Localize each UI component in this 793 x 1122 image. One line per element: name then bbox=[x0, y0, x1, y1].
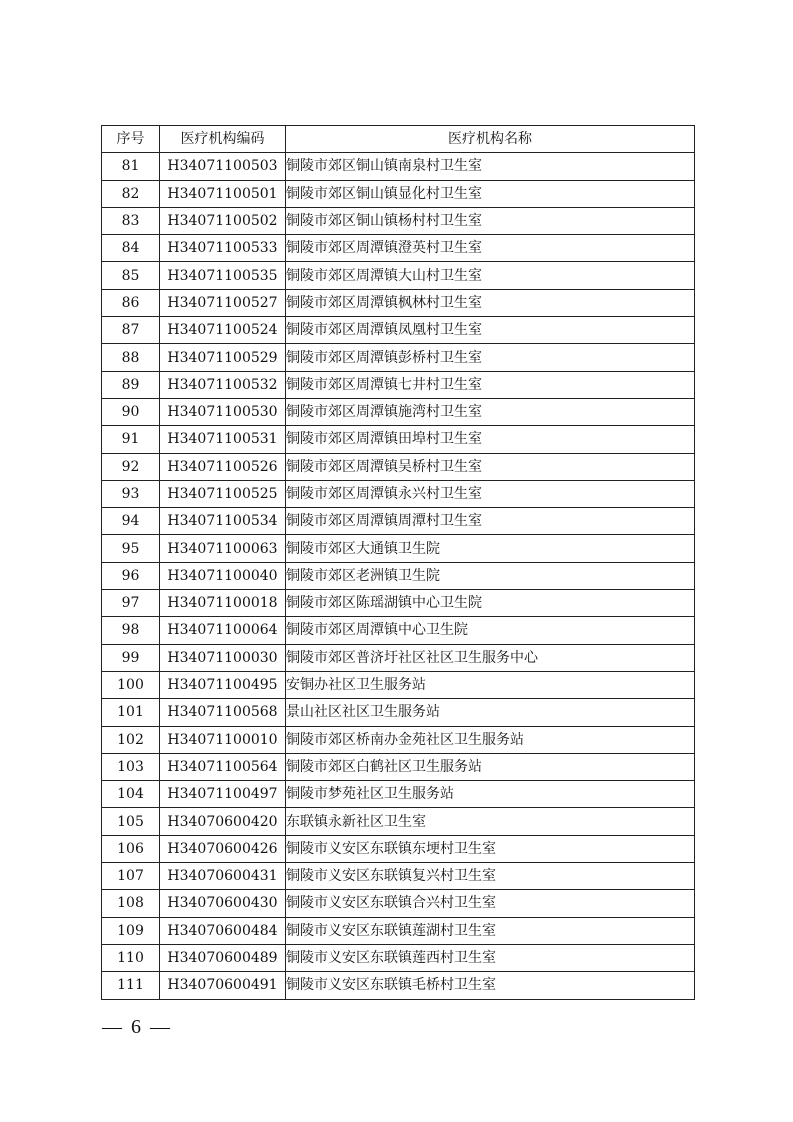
cell-seq: 111 bbox=[102, 972, 160, 999]
table-row bbox=[102, 644, 695, 671]
table-row bbox=[102, 863, 695, 890]
cell-seq: 86 bbox=[102, 289, 160, 316]
cell-code: H34071100531 bbox=[160, 426, 286, 453]
cell-name: 铜陵市郊区周潭镇吴桥村卫生室 bbox=[286, 453, 695, 480]
cell-name: 铜陵市郊区周潭镇大山村卫生室 bbox=[286, 262, 695, 289]
cell-code: H34071100497 bbox=[160, 781, 286, 808]
cell-seq: 89 bbox=[102, 371, 160, 398]
cell-code: H34071100503 bbox=[160, 153, 286, 180]
table-row bbox=[102, 398, 695, 425]
cell-name: 铜陵市义安区东联镇合兴村卫生室 bbox=[286, 890, 695, 917]
cell-code: H34070600431 bbox=[160, 863, 286, 890]
cell-seq: 96 bbox=[102, 562, 160, 589]
table-row bbox=[102, 917, 695, 944]
cell-code: H34071100534 bbox=[160, 508, 286, 535]
cell-seq: 95 bbox=[102, 535, 160, 562]
cell-name: 安铜办社区卫生服务站 bbox=[286, 671, 695, 698]
cell-seq: 103 bbox=[102, 753, 160, 780]
cell-name: 铜陵市郊区周潭镇澄英村卫生室 bbox=[286, 235, 695, 262]
cell-code: H34071100568 bbox=[160, 699, 286, 726]
cell-name: 铜陵市郊区周潭镇彭桥村卫生室 bbox=[286, 344, 695, 371]
cell-name: 铜陵市郊区陈瑶湖镇中心卫生院 bbox=[286, 590, 695, 617]
cell-name: 铜陵市郊区铜山镇杨村村卫生室 bbox=[286, 207, 695, 234]
table-row bbox=[102, 671, 695, 698]
cell-name: 铜陵市郊区周潭镇七井村卫生室 bbox=[286, 371, 695, 398]
cell-seq: 101 bbox=[102, 699, 160, 726]
cell-seq: 105 bbox=[102, 808, 160, 835]
page-number: — 6 — bbox=[102, 1016, 172, 1038]
table-row bbox=[102, 371, 695, 398]
cell-seq: 97 bbox=[102, 590, 160, 617]
cell-name: 铜陵市郊区铜山镇显化村卫生室 bbox=[286, 180, 695, 207]
cell-name: 铜陵市郊区周潭镇周潭村卫生室 bbox=[286, 508, 695, 535]
cell-name: 景山社区社区卫生服务站 bbox=[286, 699, 695, 726]
cell-name: 铜陵市义安区东联镇东埂村卫生室 bbox=[286, 835, 695, 862]
cell-code: H34071100501 bbox=[160, 180, 286, 207]
table-row bbox=[102, 262, 695, 289]
table-row bbox=[102, 289, 695, 316]
cell-seq: 109 bbox=[102, 917, 160, 944]
cell-name: 铜陵市郊区周潭镇枫林村卫生室 bbox=[286, 289, 695, 316]
cell-seq: 110 bbox=[102, 944, 160, 971]
table-row bbox=[102, 699, 695, 726]
cell-seq: 83 bbox=[102, 207, 160, 234]
cell-code: H34071100526 bbox=[160, 453, 286, 480]
cell-name: 铜陵市梦苑社区卫生服务站 bbox=[286, 781, 695, 808]
table-row bbox=[102, 508, 695, 535]
cell-name: 铜陵市义安区东联镇莲西村卫生室 bbox=[286, 944, 695, 971]
header-name: 医疗机构名称 bbox=[286, 126, 695, 153]
cell-code: H34071100532 bbox=[160, 371, 286, 398]
table-row bbox=[102, 207, 695, 234]
table-row bbox=[102, 562, 695, 589]
table-row bbox=[102, 781, 695, 808]
cell-name: 铜陵市郊区周潭镇凤凰村卫生室 bbox=[286, 317, 695, 344]
cell-seq: 102 bbox=[102, 726, 160, 753]
cell-code: H34071100502 bbox=[160, 207, 286, 234]
cell-code: H34071100063 bbox=[160, 535, 286, 562]
cell-seq: 98 bbox=[102, 617, 160, 644]
cell-code: H34071100527 bbox=[160, 289, 286, 316]
cell-code: H34070600489 bbox=[160, 944, 286, 971]
table-row bbox=[102, 453, 695, 480]
medical-institution-table bbox=[101, 125, 695, 1000]
cell-seq: 87 bbox=[102, 317, 160, 344]
cell-name: 铜陵市郊区普济圩社区社区卫生服务中心 bbox=[286, 644, 695, 671]
table-row bbox=[102, 808, 695, 835]
cell-name: 铜陵市郊区周潭镇永兴村卫生室 bbox=[286, 480, 695, 507]
table-row bbox=[102, 753, 695, 780]
cell-seq: 107 bbox=[102, 863, 160, 890]
cell-code: H34071100564 bbox=[160, 753, 286, 780]
cell-name: 铜陵市郊区桥南办金苑社区卫生服务站 bbox=[286, 726, 695, 753]
table-row bbox=[102, 344, 695, 371]
cell-code: H34071100525 bbox=[160, 480, 286, 507]
cell-code: H34071100529 bbox=[160, 344, 286, 371]
cell-seq: 94 bbox=[102, 508, 160, 535]
table-header-row bbox=[102, 126, 695, 153]
cell-name: 铜陵市郊区铜山镇南泉村卫生室 bbox=[286, 153, 695, 180]
table-row bbox=[102, 480, 695, 507]
table-row bbox=[102, 944, 695, 971]
cell-code: H34071100064 bbox=[160, 617, 286, 644]
cell-seq: 104 bbox=[102, 781, 160, 808]
cell-name: 铜陵市郊区周潭镇中心卫生院 bbox=[286, 617, 695, 644]
cell-name: 铜陵市义安区东联镇毛桥村卫生室 bbox=[286, 972, 695, 999]
table-row bbox=[102, 617, 695, 644]
cell-name: 铜陵市郊区大通镇卫生院 bbox=[286, 535, 695, 562]
cell-seq: 82 bbox=[102, 180, 160, 207]
table-row bbox=[102, 590, 695, 617]
table-row bbox=[102, 317, 695, 344]
table-row bbox=[102, 835, 695, 862]
cell-name: 东联镇永新社区卫生室 bbox=[286, 808, 695, 835]
cell-code: H34070600420 bbox=[160, 808, 286, 835]
cell-seq: 100 bbox=[102, 671, 160, 698]
cell-name: 铜陵市郊区老洲镇卫生院 bbox=[286, 562, 695, 589]
cell-code: H34071100030 bbox=[160, 644, 286, 671]
table-row bbox=[102, 535, 695, 562]
cell-seq: 85 bbox=[102, 262, 160, 289]
header-seq: 序号 bbox=[102, 126, 160, 153]
cell-code: H34071100018 bbox=[160, 590, 286, 617]
cell-seq: 93 bbox=[102, 480, 160, 507]
cell-code: H34071100524 bbox=[160, 317, 286, 344]
cell-seq: 90 bbox=[102, 398, 160, 425]
cell-code: H34071100495 bbox=[160, 671, 286, 698]
table-row bbox=[102, 180, 695, 207]
cell-code: H34071100040 bbox=[160, 562, 286, 589]
cell-seq: 91 bbox=[102, 426, 160, 453]
cell-name: 铜陵市义安区东联镇复兴村卫生室 bbox=[286, 863, 695, 890]
cell-code: H34070600491 bbox=[160, 972, 286, 999]
cell-seq: 99 bbox=[102, 644, 160, 671]
table-row bbox=[102, 890, 695, 917]
table-row bbox=[102, 726, 695, 753]
cell-seq: 84 bbox=[102, 235, 160, 262]
cell-code: H34070600426 bbox=[160, 835, 286, 862]
cell-code: H34070600430 bbox=[160, 890, 286, 917]
table-row bbox=[102, 153, 695, 180]
cell-code: H34070600484 bbox=[160, 917, 286, 944]
cell-seq: 92 bbox=[102, 453, 160, 480]
cell-name: 铜陵市义安区东联镇莲湖村卫生室 bbox=[286, 917, 695, 944]
cell-name: 铜陵市郊区周潭镇田埠村卫生室 bbox=[286, 426, 695, 453]
table-row bbox=[102, 235, 695, 262]
cell-seq: 108 bbox=[102, 890, 160, 917]
cell-name: 铜陵市郊区白鹤社区卫生服务站 bbox=[286, 753, 695, 780]
cell-code: H34071100530 bbox=[160, 398, 286, 425]
table-row bbox=[102, 426, 695, 453]
cell-code: H34071100533 bbox=[160, 235, 286, 262]
cell-code: H34071100535 bbox=[160, 262, 286, 289]
table-row bbox=[102, 972, 695, 999]
header-code: 医疗机构编码 bbox=[160, 126, 286, 153]
cell-seq: 88 bbox=[102, 344, 160, 371]
cell-seq: 106 bbox=[102, 835, 160, 862]
cell-name: 铜陵市郊区周潭镇施湾村卫生室 bbox=[286, 398, 695, 425]
cell-code: H34071100010 bbox=[160, 726, 286, 753]
cell-seq: 81 bbox=[102, 153, 160, 180]
table-body bbox=[102, 153, 695, 999]
